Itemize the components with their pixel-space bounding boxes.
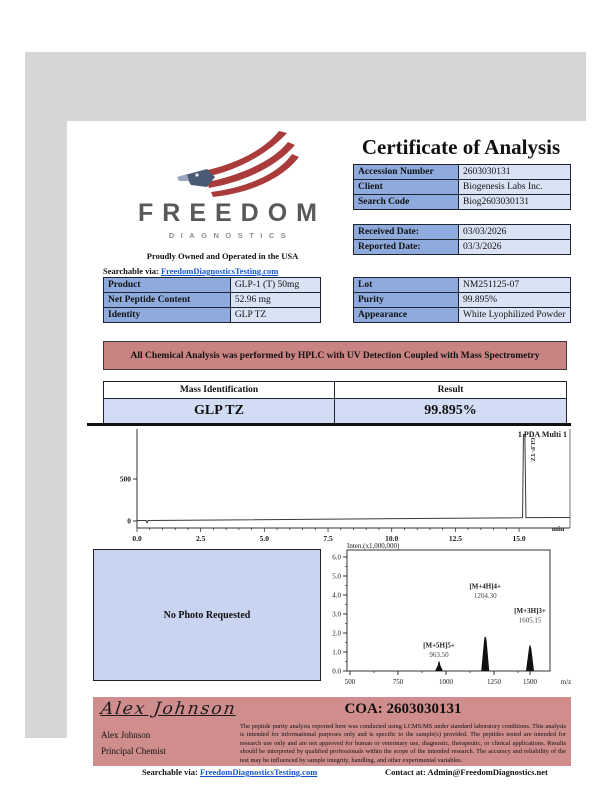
row-label: Search Code (354, 195, 459, 209)
table-row (354, 293, 570, 308)
freedom-diagnostics-logo (105, 131, 350, 240)
row-value: 99.895% (459, 293, 570, 307)
table-row (354, 278, 570, 293)
svg-text:Inten.(x1,000,000): Inten.(x1,000,000) (347, 542, 400, 550)
mass-spectrum (323, 540, 574, 693)
svg-text:0.0: 0.0 (332, 667, 341, 676)
row-label: Client (354, 180, 459, 194)
svg-text:12.5: 12.5 (448, 534, 462, 543)
lot-table (353, 277, 571, 323)
svg-text:10.0: 10.0 (385, 534, 399, 543)
coa-number: COA: 2603030131 (344, 701, 462, 717)
row-value: GLP-1 (T) 50mg (231, 278, 320, 292)
row-value: GLP TZ (231, 308, 320, 322)
row-value: 2603030131 (459, 165, 570, 179)
disclaimer-text: The peptide purity analysis reported here was conducted using LCMS/MS under standard laboratory conditions. This analysis is intended for informational purposes only and is specific to the sample(s) provided. The peptides tested are intended for research use only and are not approved for human or veterinary use, diagnostic, therapeutic, or clinical applications. Results should be interpreted by qualified professionals within the scope of the intended research. The accuracy and reliability of the test may be influenced by sample integrity, handling, and other experimental variables. (240, 723, 566, 764)
photo-placeholder-box (93, 549, 321, 681)
result-value: 99.895% (424, 403, 477, 418)
result-col-header: Result (437, 385, 464, 395)
svg-text:750: 750 (392, 678, 404, 686)
table-row (104, 308, 320, 322)
table-row (354, 240, 570, 254)
row-value: 03/03/2026 (459, 225, 570, 239)
row-label: Lot (354, 278, 459, 292)
svg-text:[M+4H]4+: [M+4H]4+ (469, 582, 502, 591)
svg-text:GLP-TZ: GLP-TZ (529, 437, 537, 462)
row-label: Accession Number (354, 165, 459, 179)
row-value: 03/3/2026 (459, 240, 570, 254)
method-banner: All Chemical Analysis was performed by HPLC with UV Detection Coupled with Mass Spectrometry (103, 341, 567, 370)
svg-text:4.0: 4.0 (332, 591, 341, 600)
table-row (354, 195, 570, 209)
accession-info-table (353, 164, 571, 210)
signature-block (93, 697, 571, 766)
mass-table-row (104, 399, 566, 423)
row-value: NM251125-07 (459, 278, 570, 292)
svg-text:m/z: m/z (560, 678, 572, 686)
svg-text:1250: 1250 (487, 678, 501, 686)
searchable-line (103, 266, 278, 276)
product-table (103, 277, 321, 323)
svg-text:2.5: 2.5 (195, 534, 206, 543)
svg-text:3.0: 3.0 (332, 610, 341, 619)
mass-identification-table (103, 381, 567, 424)
svg-text:1204.30: 1204.30 (473, 591, 497, 600)
row-value: White Lyophilized Powder (459, 308, 570, 322)
footer-searchable (142, 767, 317, 777)
svg-text:1000: 1000 (439, 678, 453, 686)
svg-text:5.0: 5.0 (259, 534, 270, 543)
handwritten-signature: Alex Johnson (99, 699, 239, 719)
row-label: Received Date: (354, 225, 459, 239)
svg-text:15.0: 15.0 (512, 534, 526, 543)
svg-text:[M+5H]5+: [M+5H]5+ (423, 641, 455, 650)
table-row (354, 165, 570, 180)
brand-subname: DIAGNOSTICS (168, 231, 293, 240)
svg-text:6.0: 6.0 (332, 553, 341, 562)
eagle-flag-icon (177, 131, 307, 197)
row-value: 52.96 mg (231, 293, 320, 307)
brand-name: FREEDOM (138, 199, 326, 227)
row-label: Reported Date: (354, 240, 459, 254)
row-label: Net Peptide Content (104, 293, 231, 307)
svg-text:0: 0 (127, 516, 131, 526)
row-value: Biogenesis Labs Inc. (459, 180, 570, 194)
row-label: Identity (104, 308, 231, 322)
svg-text:[M+3H]3+: [M+3H]3+ (514, 607, 546, 616)
row-label: Appearance (354, 308, 459, 322)
searchable-link[interactable]: FreedomDiagnosticsTesting.com (160, 266, 279, 276)
photo-placeholder-text: No Photo Requested (163, 609, 251, 621)
table-row (354, 308, 570, 322)
tagline: Proudly Owned and Operated in the USA (146, 251, 299, 261)
table-row (104, 278, 320, 293)
searchable-label: Searchable via: (103, 266, 159, 276)
svg-text:963.50: 963.50 (429, 650, 449, 659)
svg-text:500: 500 (119, 474, 131, 484)
svg-text:0.0: 0.0 (132, 534, 142, 543)
dates-table (353, 224, 571, 255)
page-frame (25, 52, 586, 777)
table-row (354, 225, 570, 240)
hplc-chromatogram (109, 426, 572, 546)
table-row (354, 180, 570, 195)
svg-text:5.0: 5.0 (332, 572, 341, 581)
svg-text:min: min (551, 524, 565, 533)
mass-table-header (104, 382, 566, 399)
row-label: Purity (354, 293, 459, 307)
svg-text:2.0: 2.0 (332, 629, 341, 638)
table-row (104, 293, 320, 308)
row-label: Product (104, 278, 231, 292)
footer-contact: Contact at: Admin@FreedomDiagnostics.net (385, 767, 548, 777)
row-value: Biog2603030131 (459, 195, 570, 209)
signer-title: Principal Chemist (101, 746, 166, 756)
footer-searchable-link[interactable]: FreedomDiagnosticsTesting.com (199, 767, 318, 777)
mass-col-header: Mass Identification (104, 382, 335, 398)
mass-identification-value: GLP TZ (104, 399, 335, 423)
svg-text:1 PDA Multi 1: 1 PDA Multi 1 (517, 430, 567, 439)
svg-text:1.0: 1.0 (332, 648, 341, 657)
signer-name: Alex Johnson (101, 730, 151, 740)
svg-text:500: 500 (344, 678, 356, 686)
svg-text:7.5: 7.5 (323, 534, 333, 543)
svg-text:1500: 1500 (523, 678, 537, 686)
page-content (67, 121, 595, 777)
page-title: Certificate of Analysis (361, 135, 561, 159)
svg-text:1605.15: 1605.15 (518, 616, 542, 625)
footer-searchable-label: Searchable via: (142, 767, 198, 777)
